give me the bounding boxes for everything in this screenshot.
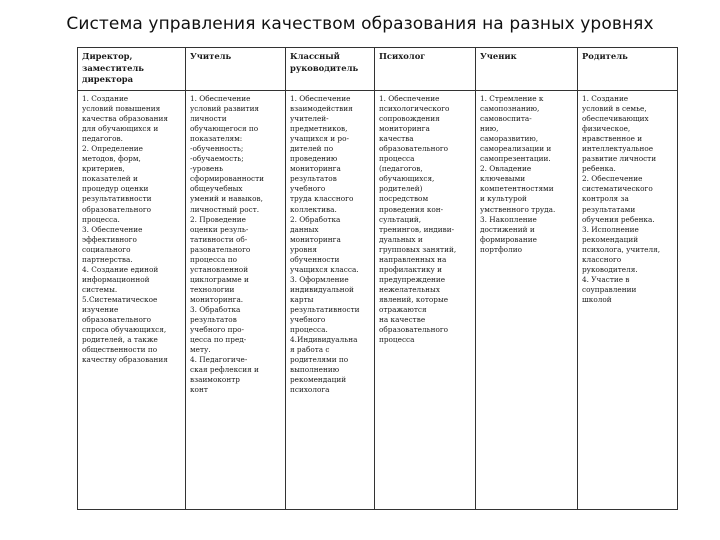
quality-management-table [77, 47, 678, 510]
cell-teacher: 1. Обеспечение условий развития личности обучающегося по показателям: -обученность; -обучаемость; -уровень сформированности общеучебных умений и навыков, личностный рост. 2. Проведение оценки резуль- тативности об- разовательного процесса по установленной циклограмме и технологии мониторинга. 3. Обработка результатов учебного про- цесса по пред- мету. 4. Педагогиче- ская рефлексия и взаимоконтр конт [186, 91, 286, 510]
header-psychologist: Психолог [375, 48, 476, 91]
page-title: Система управления качеством образования на разных уровнях [66, 14, 654, 34]
table-row [78, 91, 678, 510]
cell-student: 1. Стремление к самопознанию, самовоспита- нию, саморазвитию, самореализации и самопрезентации. 2. Овладение ключевыми компетентностями и культурой умственного труда. 3. Накопление достижений и формирование портфолио [476, 91, 578, 510]
header-parent: Родитель [578, 48, 678, 91]
header-class-teacher: Классный руководитель [286, 48, 375, 91]
header-director: Директор, заместитель директора [78, 48, 186, 91]
cell-psychologist: 1. Обеспечение психологического сопровождения мониторинга качества образовательного процесса (педагогов, обучающихся, родителей) посредством проведения кон- сультаций, тренингов, индиви- дуальных и групповых занятий, направленных на профилактику и предупреждение нежелательных явлений, которые отражаются на качестве образовательного процесса [375, 91, 476, 510]
cell-class-teacher: 1. Обеспечение взаимодействия учителей- предметников, учащихся и ро- дителей по проведению мониторинга результатов учебного труда классного коллектива. 2. Обработка данных мониторинга уровня обученности учащихся класса. 3. Оформление индивидуальной карты результативности учебного процесса. 4.Индивидуальна я работа с родителями по выполнению рекомендаций психолога [286, 91, 375, 510]
header-student: Ученик [476, 48, 578, 91]
table-header-row [78, 48, 678, 91]
header-teacher: Учитель [186, 48, 286, 91]
cell-parent: 1. Создание условий в семье, обеспечивающих физическое, нравственное и интеллектуальное развитие личности ребенка. 2. Обеспечение систематического контроля за результатами обучения ребенка. 3. Исполнение рекомендаций психолога, учителя, классного руководителя. 4. Участие в соуправлении школой [578, 91, 678, 510]
cell-director: 1. Создание условий повышения качества образования для обучающихся и педагогов. 2. Определение методов, форм, критериев, показателей и процедур оценки результативности образовательного процесса. 3. Обеспечение эффективного социального партнерства. 4. Создание единой информационной системы. 5.Систематическое изучение образовательного спроса обучающихся, родителей, а также общественности по качеству образования [78, 91, 186, 510]
